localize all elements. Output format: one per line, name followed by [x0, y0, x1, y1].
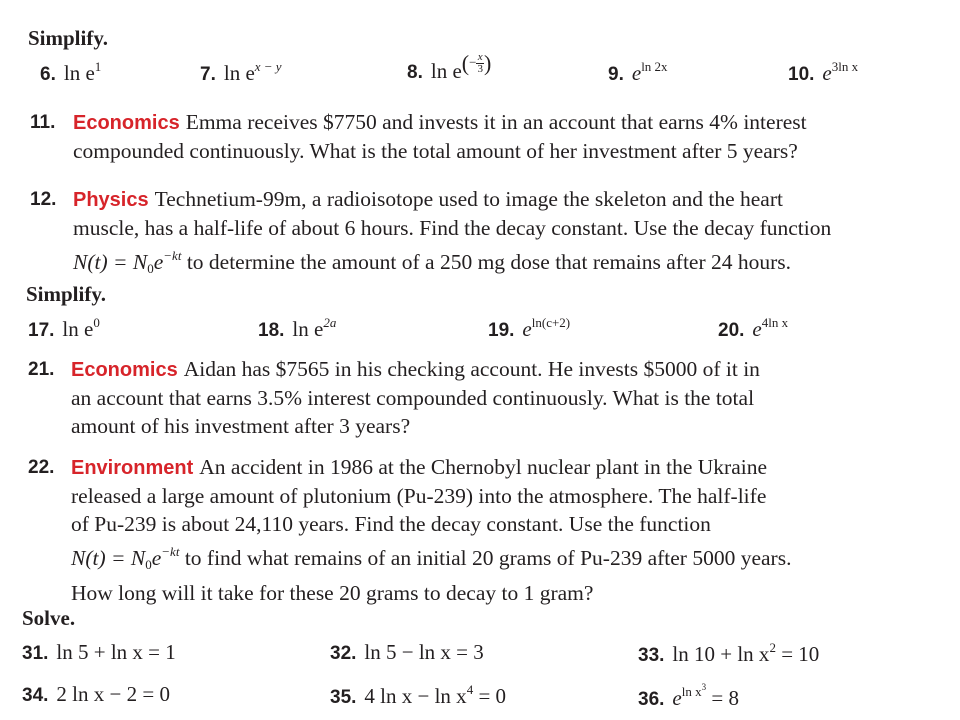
problem-text — [73, 108, 950, 165]
exercise-expression: ln e — [223, 61, 255, 85]
exercise-exponent: x − y — [254, 59, 282, 74]
problem-line: How long will it take for these 20 grams to decay to 1 gram? — [71, 581, 594, 605]
problem-22 — [28, 453, 948, 607]
exercise-number: 34. — [22, 685, 49, 706]
exercise-number: 33. — [638, 645, 665, 666]
exercise-number: 7. — [200, 64, 216, 85]
exercise-35 — [330, 682, 506, 709]
exercise-expression: e — [822, 61, 832, 85]
exercise-number: 10. — [788, 64, 815, 85]
exercise-number: 20. — [718, 320, 745, 341]
problem-line: Technetium-99m, a radioisotope used to image the skeleton and the heart — [154, 187, 783, 211]
exercise-8 — [407, 52, 491, 84]
problem-number: 21. — [28, 359, 55, 380]
exercise-expression-rhs: = 0 — [473, 684, 507, 708]
problem-text — [71, 453, 948, 607]
exercise-36 — [638, 682, 739, 711]
exercise-number: 32. — [330, 643, 357, 664]
formula-base: e — [151, 546, 162, 570]
exponent-fraction — [476, 52, 484, 75]
exercise-33 — [638, 640, 819, 667]
problem-line: An accident in 1986 at the Chernobyl nuclear plant in the Ukraine — [199, 455, 768, 479]
exercise-exponent: 3ln x — [831, 59, 859, 74]
problem-text — [71, 355, 948, 440]
fraction-denominator: 3 — [477, 63, 483, 75]
exercise-expression-rhs: = 10 — [775, 642, 820, 666]
exercise-number: 17. — [28, 320, 55, 341]
exercise-expression: ln e — [430, 59, 462, 84]
exercise-expression: ln 5 + ln x = 1 — [56, 640, 176, 664]
problem-topic: Economics — [71, 359, 178, 381]
exercise-32 — [330, 640, 484, 665]
exercise-18 — [258, 315, 336, 342]
problem-line: compounded continuously. What is the total amount of her investment after 5 years? — [73, 139, 798, 163]
formula-lhs: N(t) = N — [73, 250, 148, 274]
problem-11 — [30, 108, 950, 165]
exercise-expression: ln 5 − ln x = 3 — [364, 640, 484, 664]
exercise-17 — [28, 315, 100, 342]
problem-12 — [30, 185, 950, 283]
exercise-expression: ln e — [292, 317, 324, 341]
formula-subscript: 0 — [145, 557, 152, 572]
exercise-31 — [22, 640, 176, 665]
exercise-exponent: 4ln x — [761, 315, 789, 330]
problem-line: to find what remains of an initial 20 grams of Pu-239 after 5000 years. — [184, 546, 792, 570]
exercise-expression: ln 10 + ln x — [672, 642, 770, 666]
exercise-number: 35. — [330, 687, 357, 708]
problem-text — [73, 185, 950, 283]
section-heading-simplify-1: Simplify. — [28, 26, 108, 50]
exercise-exponent: 1 — [94, 59, 102, 74]
exponent-sign: − — [469, 54, 477, 70]
problem-number: 11. — [30, 112, 56, 133]
exercise-20 — [718, 315, 788, 342]
exercise-expression: 4 ln x − ln x — [364, 684, 467, 708]
formula-base: e — [153, 250, 164, 274]
exercise-expression: e — [631, 61, 642, 85]
section-heading-simplify-2: Simplify. — [26, 282, 106, 306]
decay-formula — [71, 546, 179, 570]
exercise-exponent — [682, 684, 706, 699]
exercise-expression: e — [752, 317, 762, 341]
exercise-number: 18. — [258, 320, 285, 341]
formula-exponent: −kt — [163, 248, 182, 263]
problem-line: an account that earns 3.5% interest compounded continuously. What is the total — [71, 386, 755, 410]
exercise-number: 31. — [22, 643, 49, 664]
exercise-expression: e — [522, 317, 532, 341]
exercise-number: 6. — [40, 64, 56, 85]
exercise-expression: ln e — [63, 61, 95, 85]
exercise-exponent: 2 — [769, 640, 776, 655]
problem-topic: Economics — [73, 112, 180, 134]
formula-lhs: N(t) = N — [71, 546, 146, 570]
problem-line: Emma receives $7750 and invests it in an account that earns 4% interest — [185, 110, 807, 134]
problem-line: of Pu-239 is about 24,110 years. Find the decay constant. Use the function — [71, 512, 711, 536]
problem-number: 12. — [30, 189, 57, 210]
problem-line: to determine the amount of a 250 mg dose that remains after 24 hours. — [186, 250, 792, 274]
problem-topic: Physics — [73, 189, 149, 211]
exercise-34 — [22, 682, 170, 707]
exercise-number: 8. — [407, 62, 423, 84]
exercise-expression: ln e — [62, 317, 94, 341]
problem-number: 22. — [28, 457, 55, 478]
exercise-exponent: 0 — [93, 315, 100, 330]
exercise-exponent: 4 — [466, 682, 474, 697]
exercise-7 — [200, 59, 282, 86]
problem-line: Aidan has $7565 in his checking account. He invests $5000 of it in — [183, 357, 760, 381]
exercise-number: 9. — [608, 64, 624, 85]
decay-formula — [73, 250, 181, 274]
formula-exponent: −kt — [161, 544, 180, 559]
exercise-number: 19. — [488, 320, 515, 341]
exponent-text: ln x — [681, 684, 702, 699]
exercise-exponent: ln 2x — [641, 59, 668, 74]
fraction-numerator: x — [477, 51, 483, 63]
exercise-exponent: ln(c+2) — [531, 315, 571, 330]
problem-topic: Environment — [71, 457, 194, 479]
exponent-power: 3 — [701, 682, 707, 692]
exercise-expression-rhs: = 8 — [706, 686, 739, 710]
problem-line: muscle, has a half-life of about 6 hours. Find the decay constant. Use the decay function — [73, 216, 832, 240]
exercise-9 — [608, 59, 668, 86]
exercise-exponent: (− $\frac{x}{3}$ ) — [461, 50, 492, 76]
formula-subscript: 0 — [147, 261, 154, 276]
exercise-10 — [788, 59, 858, 86]
exercise-6 — [40, 59, 101, 86]
exercise-number: 36. — [638, 689, 665, 710]
exercise-19 — [488, 315, 570, 342]
exercise-expression: 2 ln x − 2 = 0 — [56, 682, 170, 706]
problem-21 — [28, 355, 948, 440]
exercise-exponent: 2a — [323, 315, 337, 330]
exercise-expression: e — [672, 686, 682, 710]
section-heading-solve: Solve. — [22, 606, 76, 630]
problem-line: amount of his investment after 3 years? — [71, 414, 411, 438]
problem-line: released a large amount of plutonium (Pu-239) into the atmosphere. The half-life — [71, 484, 767, 508]
